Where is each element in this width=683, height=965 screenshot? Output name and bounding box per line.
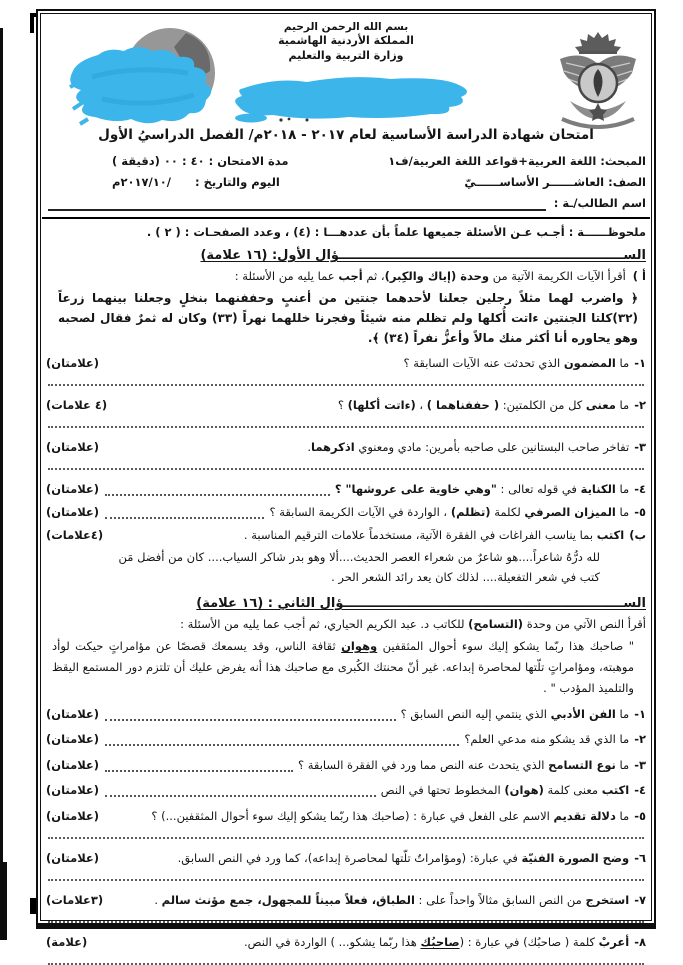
text-segment: هذا ربّما يشكو... ) الواردة في النص. [243,934,421,949]
punctuation-passage: لله درُّهُ شاعراً....هو شاعرٌ من شعراء العصر الحديث....ألا وهو بدر شاكر السياب.... كان من أفضل مَن كتب في شعر التفعيلة.... لذلك كان يعد رائد الشعر الحر . [118,550,600,584]
text-segment: الذي ينتمي إليه النص السابق ؟ [400,706,551,721]
marks-label: (علامتان) [46,732,100,746]
student-name-blank-line [48,195,546,211]
text-segment: ما [615,757,630,772]
section-2 [46,596,646,965]
question-text [154,890,629,911]
question-row [46,806,646,827]
student-name-label: اسم الطالب/ـة : [553,196,646,210]
question-row [46,395,646,416]
date-field: اليوم والتاريخ : /٢٠١٧/١٠م [112,175,280,189]
answer-dots-inline [105,517,264,519]
text-segment: تفاخر صاحب البستانين على صاحبه بأمرين: مادي ومعنوي [354,440,630,454]
marks-label: (٤ علامات) [46,398,108,412]
question-row [46,502,646,523]
question-text [244,932,629,953]
section-1-part-b [46,525,646,546]
exam-header [46,21,646,143]
question-text [401,704,630,725]
text-segment: ( حففناهما ) [426,398,500,412]
text-segment: معنى كلمة [543,783,602,797]
question-text [307,437,629,458]
question-text [403,353,629,374]
text-segment: من النص السابق مثالاً واحداً على : [414,892,586,907]
section-1-title: الســــــــــــــــــــــــــــــــــــــــــــــــــــــــــــــــؤال الأول: (١٦ علامة) [200,248,646,263]
question-row [46,729,646,750]
text-segment: للكاتب د. عبد الكريم الحياري، ثم أجب عما يليه من الأسئلة : [180,617,469,631]
text-segment: بما يناسب الفراغات في الفقرة الآتية، مستخدماً علامات الترقيم المناسبة . [243,528,597,542]
text-segment: الطباق، فعلاً مبيناً للمجهول، جمع مؤنث سالم [161,892,415,907]
text-segment: ما [615,356,630,370]
question-number: ٥- [634,505,646,519]
text-segment: أقرأ الآيات الكريمة الآتية من [489,269,626,283]
part-a-intro-text [235,269,626,283]
text-segment: ما [615,808,630,823]
redaction-scribble-left [58,25,240,133]
text-segment: الميزان الصرفي [524,505,616,519]
scan-edge-artifact [0,28,3,940]
jordan-coat-of-arms-icon [552,29,644,133]
text-segment: " صاحبك هذا ربّما يشكو إليك سوء أحوال المثقفين [377,639,634,653]
text-segment: الذي يتحدث عنه النص مما ورد في الفقرة السابقة ؟ [297,757,549,772]
text-segment: كل من الكلمتين: [499,398,586,412]
question-number: ١- [634,356,646,370]
tolerance-passage [52,636,634,699]
text-segment: ، ثم [362,269,385,283]
marks-label: (علامتان) [46,356,100,370]
marks-label: (علامتان) [46,706,100,721]
answer-dots-inline [105,719,396,721]
marks-label: (علامة) [46,934,88,949]
marks-label: (علامتان) [46,505,100,519]
text-segment: في عبارة: (ومؤامراتٌ تلّتها لمحاصرة إبداعه)، كما ورد في النص السابق. [177,850,522,865]
scan-edge-artifact-bottom [0,862,7,940]
text-segment: استخرج [585,892,630,907]
marks-label: (علامتان) [46,440,100,454]
answer-dots-inline [105,744,459,746]
text-segment: اذكرهما [311,440,355,454]
question-text [464,729,629,750]
text-segment: اكتب [596,528,625,542]
question-row [46,932,646,953]
question-number: ٤- [634,482,646,496]
text-segment: (ءاتت أكلها) [347,398,416,412]
question-number: ٣- [634,757,646,772]
text-segment: ما [615,482,630,496]
question-text [178,848,630,869]
answer-dotted-line [48,828,644,839]
text-segment: كلمة ( صاحبُك) في عبارة : ( [459,934,599,949]
text-segment: ثقافة الناس، وقد يسمعك قصصًا عن مؤامراتٍ حيكت لوأد موهبته، ومؤامراتٍ تلّتها لمحاصرة إبداعه. غير أنّ محنتك الكُبرى مع صاحبك هذا أنه يفرض عليك أن تلتزم دور المستمع اليقظ والتلميذ المؤدب " . [52,639,634,695]
question-text [298,755,629,776]
text-segment: الكناية [580,482,616,496]
exam-info-block [46,151,646,214]
question-row [46,704,646,725]
answer-dotted-line [48,459,644,470]
marks-label: (علامتان) [46,757,100,772]
answer-dots-inline [105,770,293,772]
answer-dotted-line [48,417,644,428]
question-text [269,502,629,523]
question-text [338,395,629,416]
text-segment: أجب [338,269,363,283]
marks-label: (٣علامات) [46,892,104,907]
marks-label: (علامتان) [46,850,100,865]
exam-title: امتحان شهادة الدراسة الأساسية لعام ٢٠١٧ - ٢٠١٨م/ الفصل الدراسيُ الأول [98,127,594,143]
question-number: ٢- [634,398,646,412]
answer-dotted-line [48,870,644,881]
question-number: ٦- [634,850,646,865]
question-text [335,479,629,500]
question-text [151,806,629,827]
question-row [46,353,646,374]
text-segment: ؟ [337,398,348,412]
page-frame [36,9,656,949]
text-segment: . [307,440,312,454]
part-b-marks: (٤علامات) [46,528,104,542]
text-segment: نوع التسامح [548,757,616,772]
section-1-part-a-intro [46,266,646,286]
question-number: ١- [634,706,646,721]
question-number: ٤- [634,783,646,797]
text-segment: المضمون [563,356,616,370]
bismillah-text: بسم الله الرحمن الرحيم [283,21,409,33]
text-segment: ما الذي قد يشكو منه مدعي العلم؟ [464,732,630,746]
header-separator-line [42,217,650,219]
question-text [381,780,629,801]
text-segment: صاحبُك [420,934,460,949]
text-segment: اكتب [601,783,630,797]
answer-dots-inline [105,494,330,496]
subject-field: المبحث: اللغة العربية+قواعد اللغة العربية/ف١ [388,154,646,168]
text-segment: الذي تحدثت عنه الآيات السابقة ؟ [403,356,564,370]
question-row [46,437,646,458]
text-segment: ، [415,398,427,412]
text-segment: (التسامح) [468,617,524,631]
text-segment: (تظلم) [450,505,491,519]
text-segment: دلالة تقديم [553,808,616,823]
part-b-label: ب) [629,528,646,542]
section-2-intro [46,614,646,634]
question-row [46,755,646,776]
marks-label: (علامتان) [46,783,100,797]
marks-label: (علامتان) [46,482,100,496]
text-segment: وهوان [341,639,378,653]
question-number: ٨- [634,934,646,949]
section-1 [46,248,646,587]
question-row [46,890,646,911]
marks-label: (علامتان) [46,808,100,823]
text-segment: ، الواردة في الآيات الكريمة السابقة ؟ [269,505,451,519]
question-number: ٧- [634,892,646,907]
text-segment: الفن الأدبي [550,706,616,721]
answer-dots-inline [105,795,376,797]
page-content [46,17,646,949]
answer-dotted-line [48,375,644,386]
text-segment: المخطوط تحتها في النص [380,783,505,797]
question-number: ٢- [634,732,646,746]
text-segment: الاسم على الفعل في عبارة : (صاحبك هذا ربّما يشكو إليك سوء أحوال المثقفين...) ؟ [151,808,554,823]
grade-field: الصف: العاشــــــر الأساســــــيّ [464,175,646,189]
text-segment: "وهي خاوية على عروشها" ؟ [334,482,497,496]
question-number: ٥- [634,808,646,823]
text-segment: لكلمة [490,505,525,519]
question-row [46,848,646,869]
question-row [46,780,646,801]
duration-field: مدة الامتحان : ٤٠ : ٠٠ (دقيقة ) [112,154,289,168]
text-segment: أقرأ النص الآتي من وحدة [523,617,646,631]
part-a-label: أ ) [632,269,646,283]
section-2-title: الســـــــــــــــــــــــــــــــــــــــــــــــــــــــــــــــؤال الثاني : (١٦ علامة) [196,596,646,611]
text-segment: وضح الصورة الفنيّة [521,850,630,865]
exam-note: ملحوظــــــة : أجـب عـن الأسئلة جميعها علماً بأن عددهـــا : (٤) ، وعدد الصفحـات : ( ٢ ) . [146,225,646,239]
question-row [46,479,646,500]
quran-verses: ﴿ واضرب لهما مثلاً رجلين جعلنا لأحدهما جنتين من أعنبٍ وحففنهما بنخلٍ وجعلنا بينهما زرعاً (٣٢)كلتا الجنتين ءاتت أُكلها ولم تظلم منه شيئاً وفجرنا خللهما نهراً (٣٣) وكان له ثمرٌ فقال لصحبه وهو يحاوره أنا أكثر منك مالاً وأعزُّ نفراً (٣٤) ﴾. [58,291,638,345]
text-segment: ما [615,505,630,519]
redaction-scribble-center [223,73,469,125]
text-segment: ما [615,706,630,721]
answer-dotted-line [48,912,644,923]
section-2-questions [46,704,646,965]
text-segment: عما يليه من الأسئلة : [234,269,339,283]
text-segment: في قوله تعالى : [496,482,581,496]
section-1-questions [46,353,646,523]
text-segment: أعربْ [598,934,630,949]
answer-dotted-line [48,954,644,965]
text-segment: . [154,892,162,907]
text-segment: ما [615,398,630,412]
ministry-name: وزارة التربية والتعليم [288,49,404,62]
part-b-text [244,525,624,546]
text-segment: معنى [585,398,616,412]
question-number: ٣- [634,440,646,454]
text-segment: وحدة (إياك والكِبر) [384,269,490,283]
kingdom-name: المملكة الأردنية الهاشمية [278,34,414,47]
text-segment: (هوان) [504,783,544,797]
